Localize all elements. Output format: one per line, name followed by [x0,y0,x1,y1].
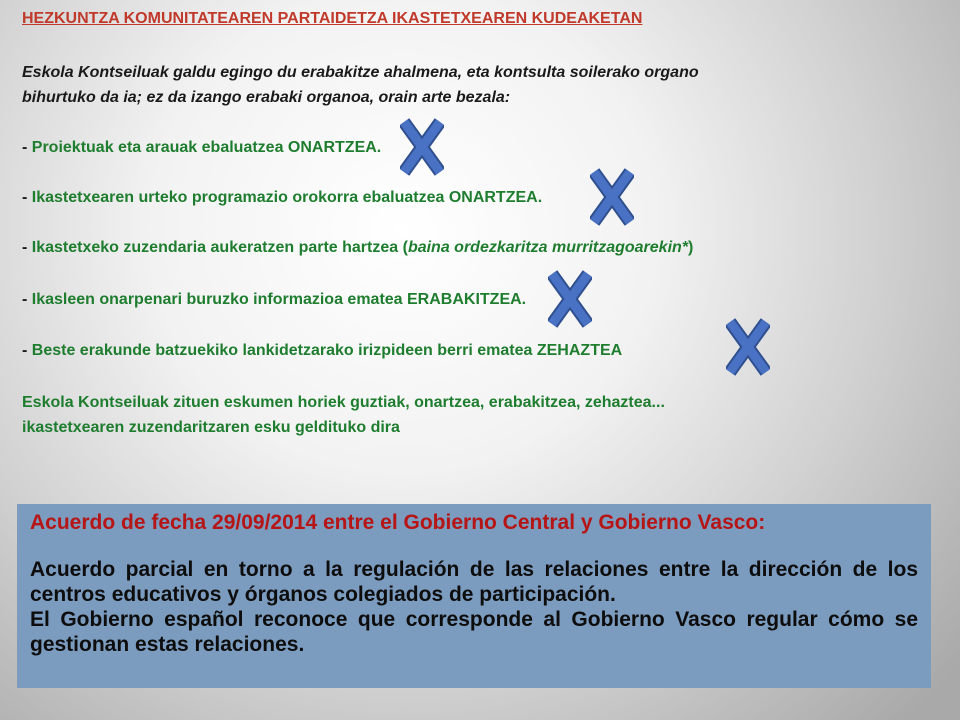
conclusion-line-2: ikastetxearen zuzendaritzaren esku geldituko dira [22,419,400,436]
blue-cross-mark-icon [590,168,634,226]
agreement-box [17,504,931,688]
agreement-title: Acuerdo de fecha 29/09/2014 entre el Gobierno Central y Gobierno Vasco: [30,511,766,534]
list-dash: - [22,139,32,156]
list-item-text: Ikastetxeko zuzendaria aukeratzen parte hartzea ( [31,239,408,256]
list-item-italic-text: baina ordezkaritza murritzagoarekin* [407,239,689,256]
list-item [22,341,622,361]
list-item-text-end: ) [688,239,694,256]
intro-line-2: bihurtuko da ia; ez da izango erabaki organoa, orain arte bezala: [22,89,511,106]
conclusion-line-1: Eskola Kontseiluak zituen eskumen horiek guztiak, onartzea, erabakitzea, zehaztea... [22,394,665,411]
list-item [22,238,693,258]
list-item-text: Proiektuak eta arauak ebaluatzea ONARTZEA. [31,139,382,156]
list-item [22,290,526,310]
slide-heading: HEZKUNTZA KOMUNITATEAREN PARTAIDETZA IKASTETXEAREN KUDEAKETAN [22,10,643,27]
blue-cross-mark-icon [400,118,444,176]
blue-cross-mark-icon [726,318,770,376]
agreement-paragraph-1: Acuerdo parcial en torno a la regulación de las relaciones entre la dirección de los centros educativos y órganos colegiados de participación. [30,558,918,606]
list-item-text: Beste erakunde batzuekiko lankidetzarako irizpideen berri ematea ZEHAZTEA [31,342,623,359]
list-dash: - [22,291,32,308]
list-item-text: Ikastetxearen urteko programazio orokorra ebaluatzea ONARTZEA. [31,189,543,206]
list-item [22,138,381,158]
list-dash: - [22,239,32,256]
intro-line-1: Eskola Kontseiluak galdu egingo du erabakitze ahalmena, eta kontsulta soilerako organo [22,64,699,81]
agreement-paragraph-2: El Gobierno español reconoce que corresponde al Gobierno Vasco regular cómo se gestionan estas relaciones. [30,608,918,656]
list-item-text: Ikasleen onarpenari buruzko informazioa ematea ERABAKITZEA. [31,291,527,308]
list-dash: - [22,189,32,206]
list-item [22,188,542,208]
list-dash: - [22,342,32,359]
blue-cross-mark-icon [548,270,592,328]
